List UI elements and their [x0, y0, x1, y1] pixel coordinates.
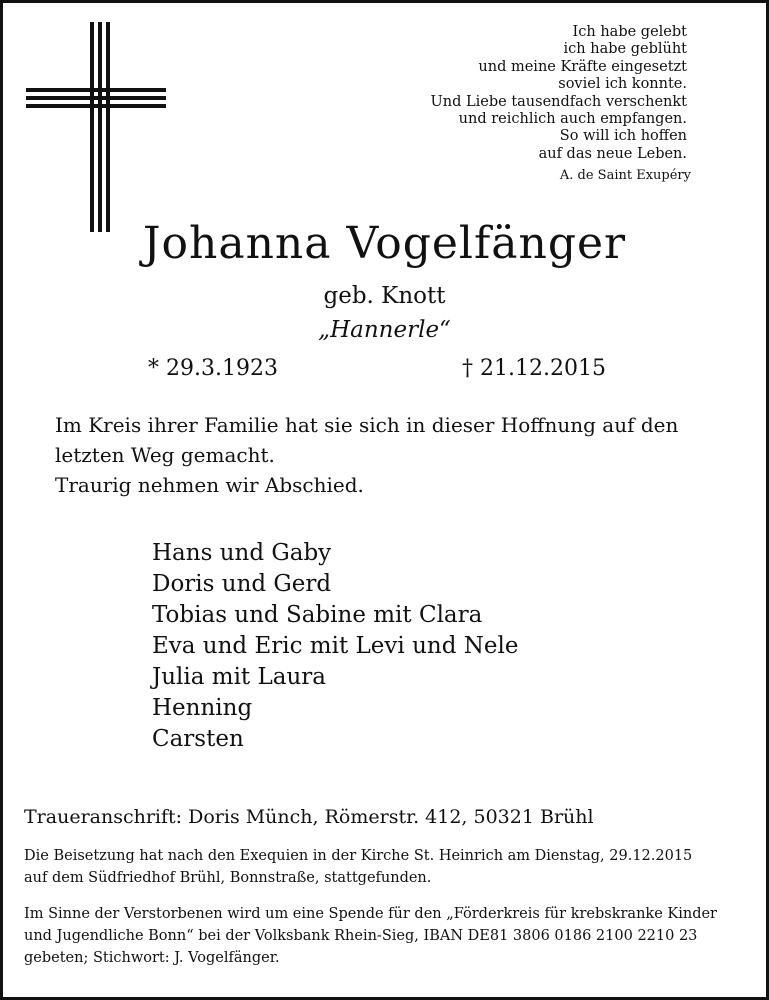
poem-quote	[430, 24, 691, 185]
notice-line: auf dem Südfriedhof Brühl, Bonnstraße, stattgefunden.	[24, 870, 432, 886]
family-member: Carsten	[152, 726, 244, 752]
quote-line: soviel ich konnte.	[558, 76, 687, 93]
family-member: Doris und Gerd	[152, 571, 332, 597]
nickname: „Hannerle“	[318, 317, 451, 343]
family-member: Tobias und Sabine mit Clara	[152, 602, 483, 628]
family-list	[152, 538, 518, 755]
mourning-address: Traueranschrift: Doris Münch, Römerstr. 412, 50321 Brühl	[24, 806, 594, 828]
family-member: Hans und Gaby	[152, 540, 332, 566]
birth-name: geb. Knott	[323, 283, 446, 309]
notice-line: gebeten; Stichwort: J. Vogelfänger.	[24, 950, 280, 966]
notice-line: und Jugendliche Bonn“ bei der Volksbank Rhein-Sieg, IBAN DE81 3806 0186 2100 2210 23	[24, 928, 698, 944]
quote-author: A. de Saint Exupéry	[559, 168, 691, 184]
quote-line: Ich habe gelebt	[572, 24, 687, 40]
intro-text	[55, 410, 715, 500]
intro-line: Im Kreis ihrer Familie hat sie sich in dieser Hoffnung auf den	[55, 413, 679, 437]
donation-notice	[24, 903, 717, 969]
birth-date: * 29.3.1923	[148, 356, 278, 381]
family-member: Eva und Eric mit Levi und Nele	[152, 633, 519, 659]
quote-line: und meine Kräfte eingesetzt	[478, 58, 687, 75]
quote-line: auf das neue Leben.	[538, 145, 687, 162]
notice-line: Im Sinne der Verstorbenen wird um eine Spende für den „Förderkreis für krebskranke Kinder	[24, 906, 717, 922]
quote-line: So will ich hoffen	[559, 128, 687, 145]
death-date: † 21.12.2015	[462, 356, 606, 381]
family-member: Henning	[152, 695, 253, 721]
intro-line: letzten Weg gemacht.	[55, 443, 275, 467]
family-member: Julia mit Laura	[152, 664, 326, 690]
burial-notice	[24, 845, 692, 889]
deceased-name: Johanna Vogelfänger	[142, 218, 627, 269]
intro-line: Traurig nehmen wir Abschied.	[55, 473, 364, 497]
cross-icon	[26, 22, 166, 232]
quote-line: Und Liebe tausendfach verschenkt	[430, 93, 687, 110]
quote-line: und reichlich auch empfangen.	[458, 111, 687, 128]
quote-line: ich habe geblüht	[563, 41, 687, 58]
notice-line: Die Beisetzung hat nach den Exequien in der Kirche St. Heinrich am Dienstag, 29.12.2015	[24, 848, 693, 864]
